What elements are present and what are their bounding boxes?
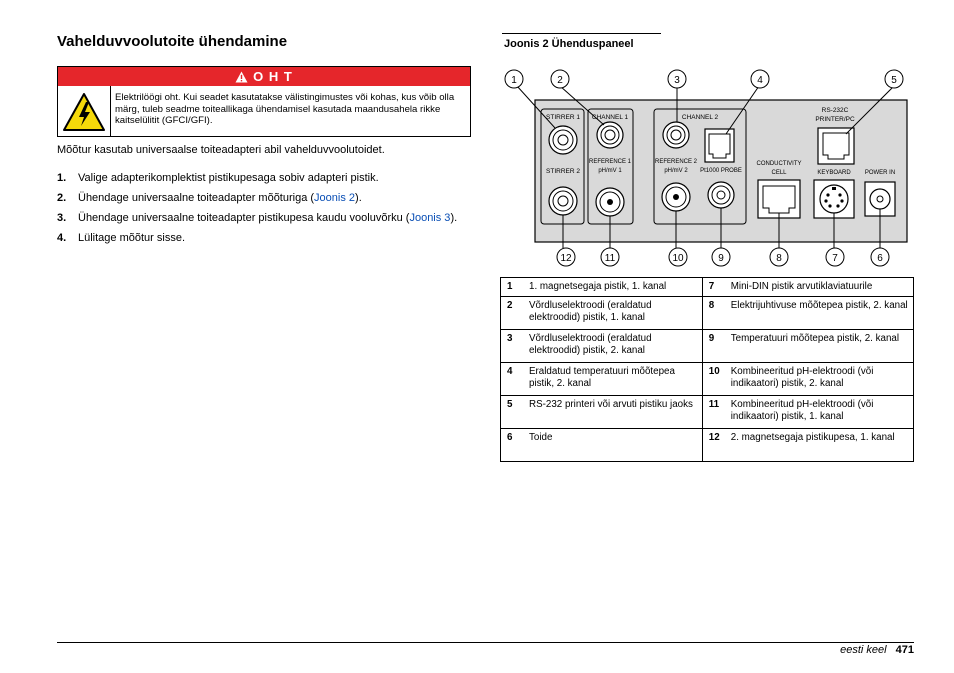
channel2-label: CHANNEL 2 — [681, 114, 719, 121]
table-row: 1 1. magnetsegaja pistik, 1. kanal 7 Mini-DIN pistik arvutiklaviatuurile — [501, 278, 914, 297]
table-row: 2 Võrdluselektroodi (eraldatud elektroodid) pistik, 1. kanal 8 Elektrijuhtivuse mõõtepea pistik, 2. kanal — [501, 297, 914, 330]
steps-list — [57, 172, 471, 252]
pt1000-label: Pt1000 PROBE — [700, 168, 742, 174]
callout-5 — [885, 70, 903, 88]
list-item — [57, 172, 471, 185]
table-row: 6 Toide 12 2. magnetsegaja pistikupesa, 1. kanal — [501, 429, 914, 462]
printer-label: PRINTER/PC — [815, 116, 855, 123]
page-footer — [840, 644, 914, 656]
intro-text: Mõõtur kasutab universaalse toiteadapteri abil vahelduvvoolutoidet. — [57, 144, 385, 156]
svg-text:12: 12 — [560, 253, 572, 264]
stirrer1-label: STIRRER 1 — [546, 114, 580, 121]
step-text: Lülitage mõõtur sisse. — [78, 232, 185, 244]
footer-language: eesti keel — [840, 644, 887, 656]
list-item — [57, 212, 471, 225]
step-text: Ühendage universaalne toiteadapter mõõturiga (Joonis 2). — [78, 192, 362, 204]
phmv1-label: pH/mV 1 — [598, 168, 622, 174]
danger-header — [58, 67, 470, 86]
svg-text:7: 7 — [832, 253, 838, 264]
step-text: Ühendage universaalne toiteadapter pistikupesa kaudu vooluvõrku (Joonis 3). — [78, 212, 458, 224]
step-number: 4. — [57, 232, 67, 244]
table-row: 4 Eraldatud temperatuuri mõõtepea pistik, 2. kanal 10 Kombineeritud pH-elektroodi (või indikaatori) pistik, 2. kanal — [501, 363, 914, 396]
figure-rule — [502, 33, 661, 34]
callout-2 — [551, 70, 569, 88]
danger-text: Elektrilöögi oht. Kui seadet kasutatakse välistingimustes või kohas, kus võib olla märg, tuleb seadme toiteallikaga ühendamisel kasutada maandusahela rikke kaitselülitit (GFCI/GFI). — [115, 92, 455, 126]
callout-8 — [770, 248, 788, 266]
section-title: Vahelduvvoolutoite ühendamine — [57, 33, 288, 50]
callout-3 — [668, 70, 686, 88]
page-number: 471 — [895, 644, 914, 656]
callout-1 — [505, 70, 523, 88]
footer-rule — [57, 642, 914, 643]
electric-shock-icon — [58, 86, 111, 137]
channel1-label: CHANNEL 1 — [591, 114, 629, 121]
list-item — [57, 232, 471, 245]
step-number: 1. — [57, 172, 67, 184]
legend-table — [500, 277, 914, 462]
reference1-label: REFERENCE 1 — [588, 159, 632, 165]
reference2-label: REFERENCE 2 — [654, 159, 698, 165]
callout-10 — [669, 248, 687, 266]
phmv2-label: pH/mV 2 — [664, 168, 688, 174]
callout-11 — [601, 248, 619, 266]
danger-box — [57, 66, 471, 137]
step-text: Valige adapterikomplektist pistikupesaga sobiv adapteri pistik. — [78, 172, 379, 184]
danger-header-label: O H T — [253, 69, 293, 84]
svg-text:11: 11 — [604, 253, 616, 264]
warning-triangle-icon — [235, 71, 248, 83]
table-row: 3 Võrdluselektroodi (eraldatud elektroodid) pistik, 2. kanal 9 Temperatuuri mõõtepea pistik, 2. kanal — [501, 330, 914, 363]
svg-text:9: 9 — [718, 253, 724, 264]
step-number: 3. — [57, 212, 67, 224]
conductivity-label: CONDUCTIVITY — [756, 161, 802, 167]
figure-link[interactable]: Joonis 3 — [409, 212, 451, 224]
connection-panel-diagram — [500, 62, 915, 272]
list-item — [57, 192, 471, 205]
cell-label: CELL — [771, 170, 787, 176]
callout-12 — [557, 248, 575, 266]
svg-text:6: 6 — [877, 253, 883, 264]
svg-text:2: 2 — [557, 75, 563, 86]
svg-text:8: 8 — [776, 253, 782, 264]
figure-link[interactable]: Joonis 2 — [314, 192, 356, 204]
callout-9 — [712, 248, 730, 266]
figure-caption: Joonis 2 Ühenduspaneel — [504, 38, 634, 50]
svg-text:5: 5 — [891, 75, 897, 86]
step-number: 2. — [57, 192, 67, 204]
power-label: POWER IN — [864, 170, 896, 176]
svg-text:10: 10 — [672, 253, 684, 264]
table-row: 5 RS-232 printeri või arvuti pistiku jaoks 11 Kombineeritud pH-elektroodi (või indikaatori) pistik, 1. kanal — [501, 396, 914, 429]
keyboard-label: KEYBOARD — [817, 170, 851, 176]
callout-6 — [871, 248, 889, 266]
svg-text:4: 4 — [757, 75, 763, 86]
callout-7 — [826, 248, 844, 266]
svg-text:1: 1 — [511, 75, 517, 86]
callout-4 — [751, 70, 769, 88]
stirrer2-label: STIRRER 2 — [546, 168, 580, 175]
svg-text:3: 3 — [674, 75, 680, 86]
rs232c-label: RS-232C — [821, 107, 849, 114]
